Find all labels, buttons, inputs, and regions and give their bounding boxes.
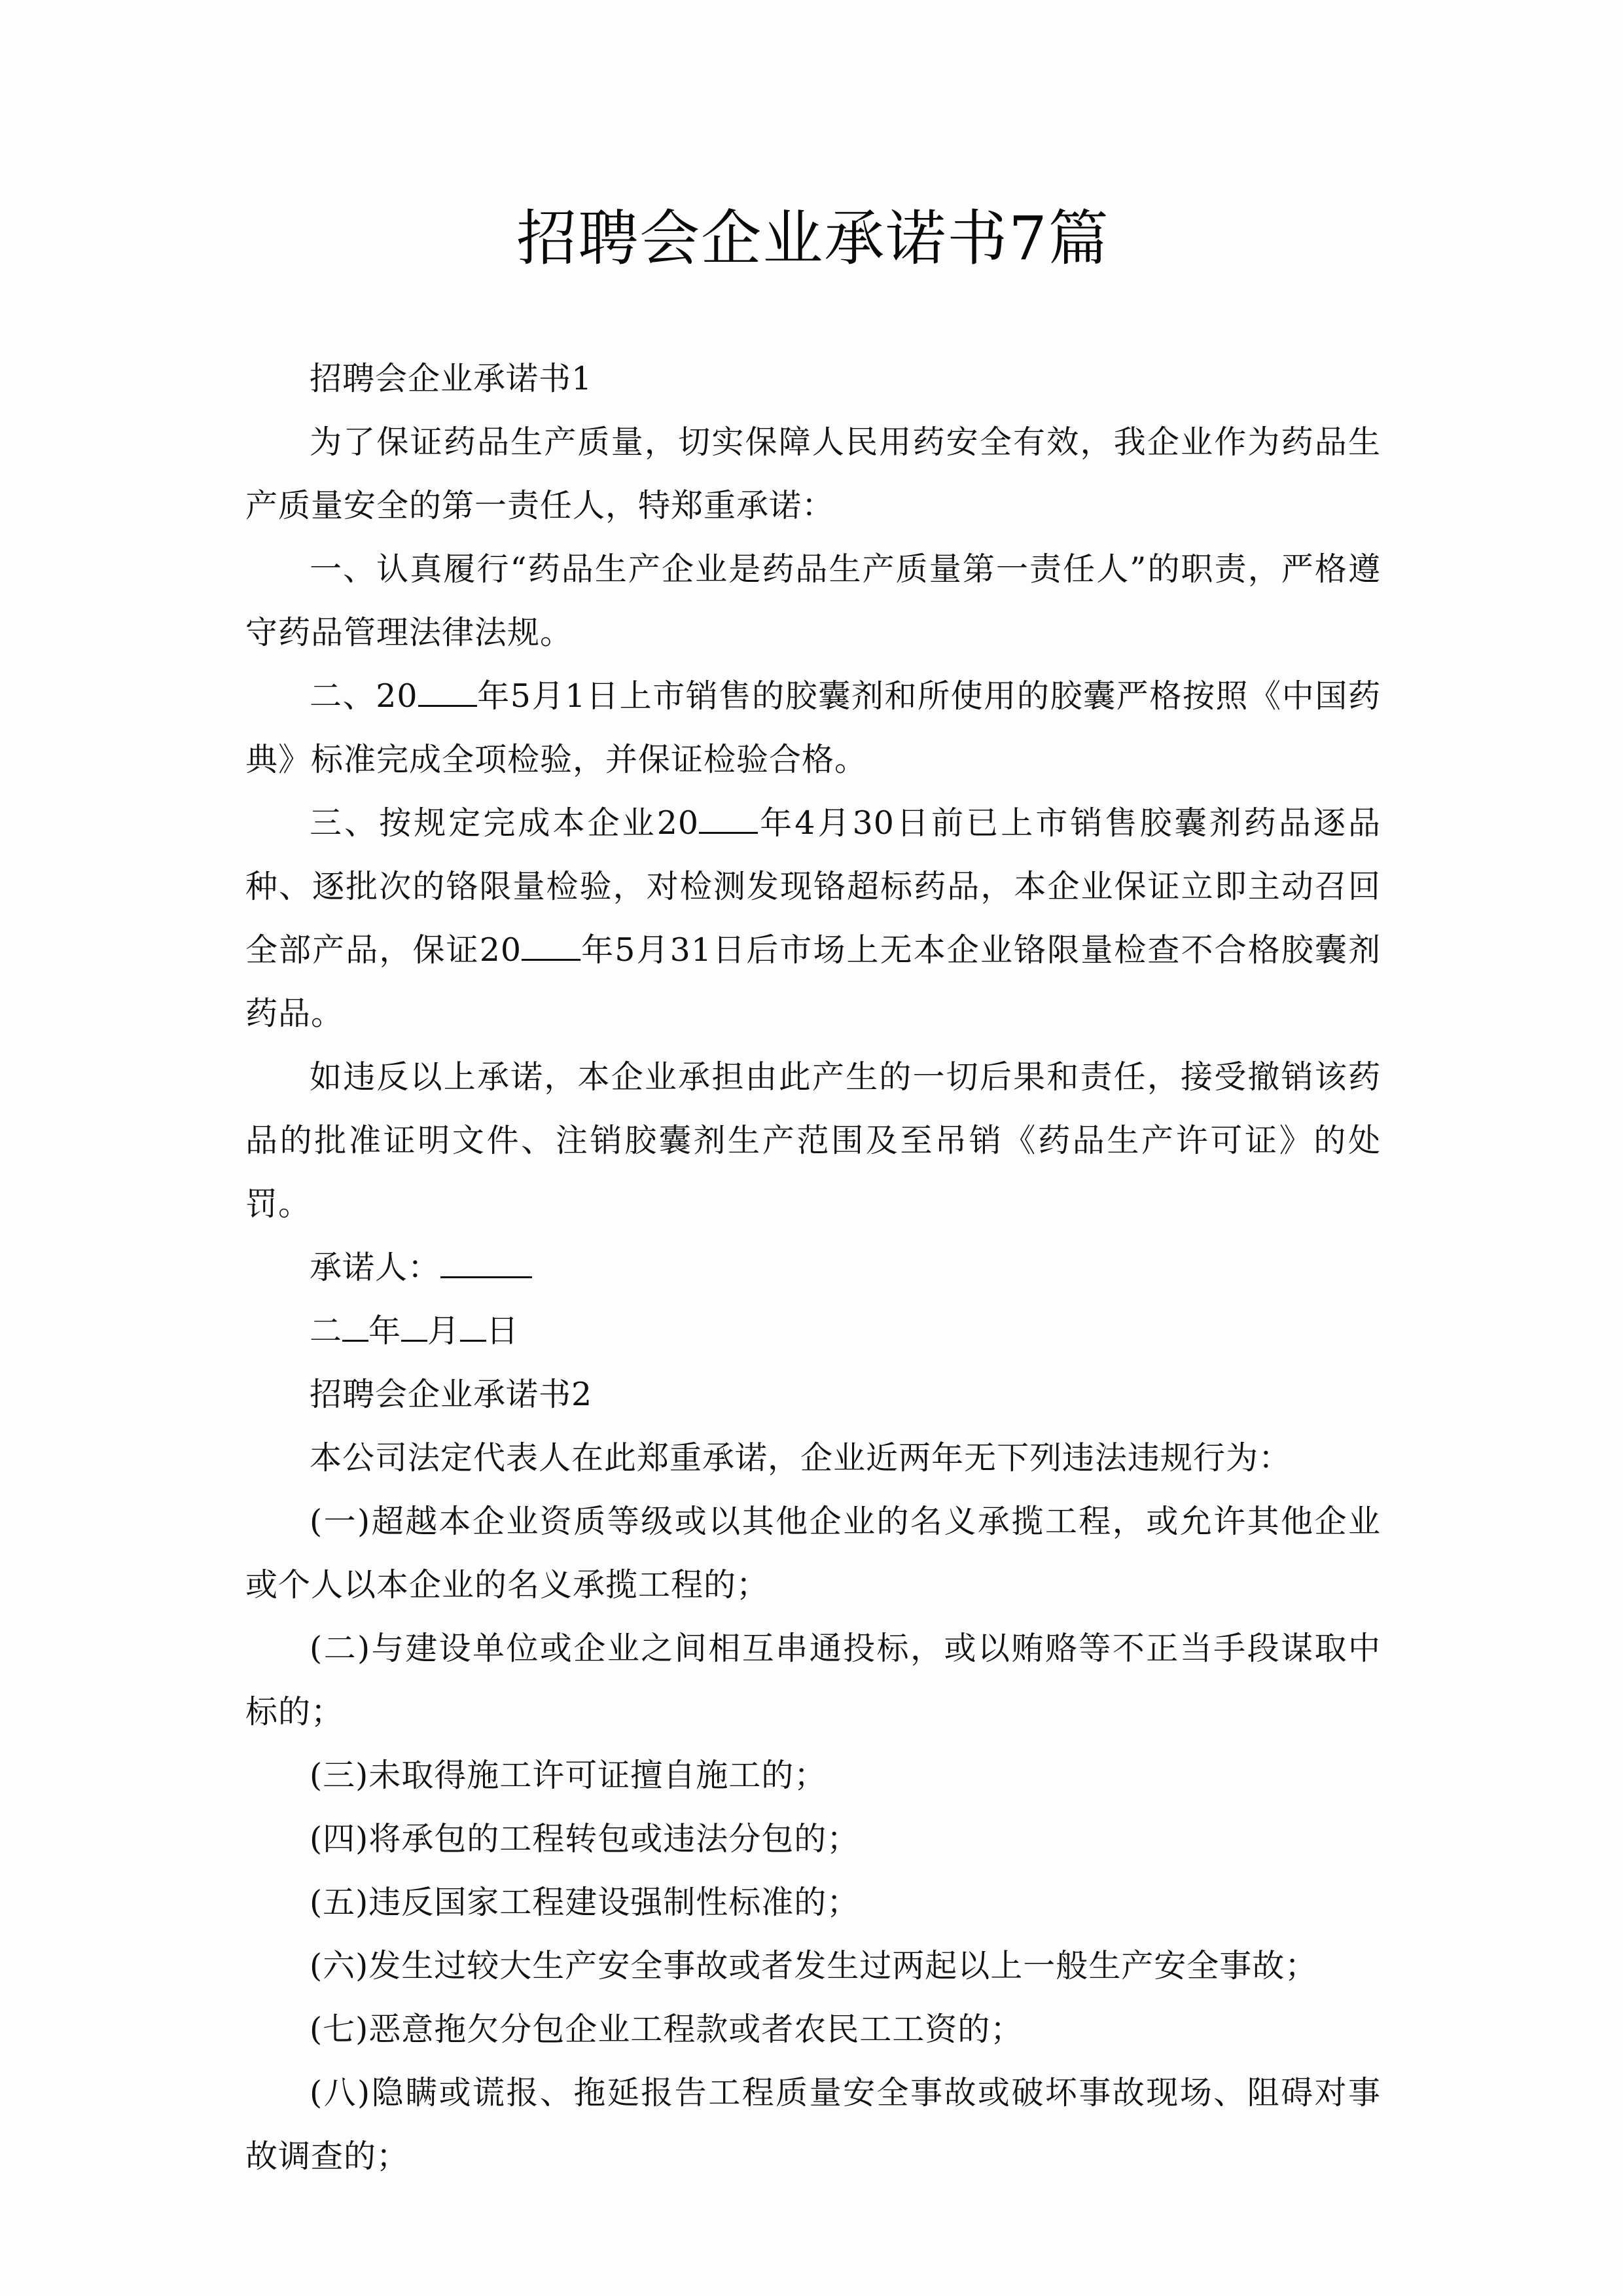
fill-blank bbox=[460, 1314, 486, 1342]
document-title: 招聘会企业承诺书7篇 bbox=[516, 204, 1110, 274]
text: 二、20 bbox=[310, 677, 418, 715]
list-item: (八)隐瞒或谎报、拖延报告工程质量安全事故或破坏事故现场、阻碍对事故调查的； bbox=[245, 2074, 1381, 2175]
text: 年5月1日上市销售的胶囊剂和所使用的胶囊严格按照《中国药典》标准完成全项检验，并保证检验合格。 bbox=[245, 677, 1381, 778]
text: 年 bbox=[368, 1312, 402, 1350]
fill-blank bbox=[522, 933, 580, 961]
list-item: (二)与建设单位或企业之间相互串通投标，或以贿赂等不正当手段谋取中标的； bbox=[245, 1630, 1381, 1731]
section-heading: 招聘会企业承诺书2 bbox=[310, 1376, 593, 1413]
list-item: (六)发生过较大生产安全事故或者发生过两起以上一般生产安全事故； bbox=[310, 1947, 1318, 1984]
paragraph-intro: 为了保证药品生产质量，切实保障人民用药安全有效，我企业作为药品生产质量安全的第一责任人，特郑重承诺： bbox=[245, 423, 1381, 524]
text: 年4月30日前已上市销售胶囊剂药品逐品种、逐批次的铬限量检验，对检测发现铬超标药品，本企业保证立即主动召回全部产品，保证20 bbox=[245, 804, 1381, 969]
signer-line bbox=[245, 1236, 1381, 1299]
paragraph-item-3 bbox=[245, 791, 1381, 1045]
fill-blank bbox=[699, 806, 758, 834]
list-item: (一)超越本企业资质等级或以其他企业的名义承揽工程，或允许其他企业或个人以本企业的名义承揽工程的； bbox=[245, 1503, 1381, 1604]
date-line bbox=[245, 1299, 1381, 1363]
paragraph-intro: 本公司法定代表人在此郑重承诺，企业近两年无下列违法违规行为： bbox=[310, 1439, 1292, 1477]
text: 日 bbox=[486, 1312, 520, 1350]
section-heading: 招聘会企业承诺书1 bbox=[310, 360, 593, 397]
list-item: (四)将承包的工程转包或违法分包的； bbox=[310, 1820, 860, 1857]
list-item: (五)违反国家工程建设强制性标准的； bbox=[310, 1884, 860, 1921]
document-body bbox=[245, 347, 1381, 2188]
fill-blank bbox=[418, 679, 477, 707]
list-item: (三)未取得施工许可证擅自施工的； bbox=[310, 1757, 827, 1794]
paragraph-item-1: 一、认真履行“药品生产企业是药品生产质量第一责任人”的职责，严格遵守药品管理法律法规。 bbox=[245, 550, 1381, 651]
signer-label: 承诺人： bbox=[310, 1249, 441, 1286]
signer-blank bbox=[440, 1250, 532, 1278]
text: 三、按规定完成本企业20 bbox=[310, 804, 700, 842]
text: 年5月31日后市场上无本企业铬限量检查不合格胶囊剂药品。 bbox=[245, 931, 1381, 1032]
text: 月 bbox=[427, 1312, 461, 1350]
fill-blank bbox=[401, 1314, 427, 1342]
paragraph-item-2 bbox=[245, 664, 1381, 791]
fill-blank bbox=[342, 1314, 368, 1342]
paragraph-closing: 如违反以上承诺，本企业承担由此产生的一切后果和责任，接受撤销该药品的批准证明文件、注销胶囊剂生产范围及至吊销《药品生产许可证》的处罚。 bbox=[245, 1058, 1381, 1223]
text: 二 bbox=[310, 1312, 343, 1350]
list-item: (七)恶意拖欠分包企业工程款或者农民工工资的； bbox=[310, 2011, 1024, 2048]
